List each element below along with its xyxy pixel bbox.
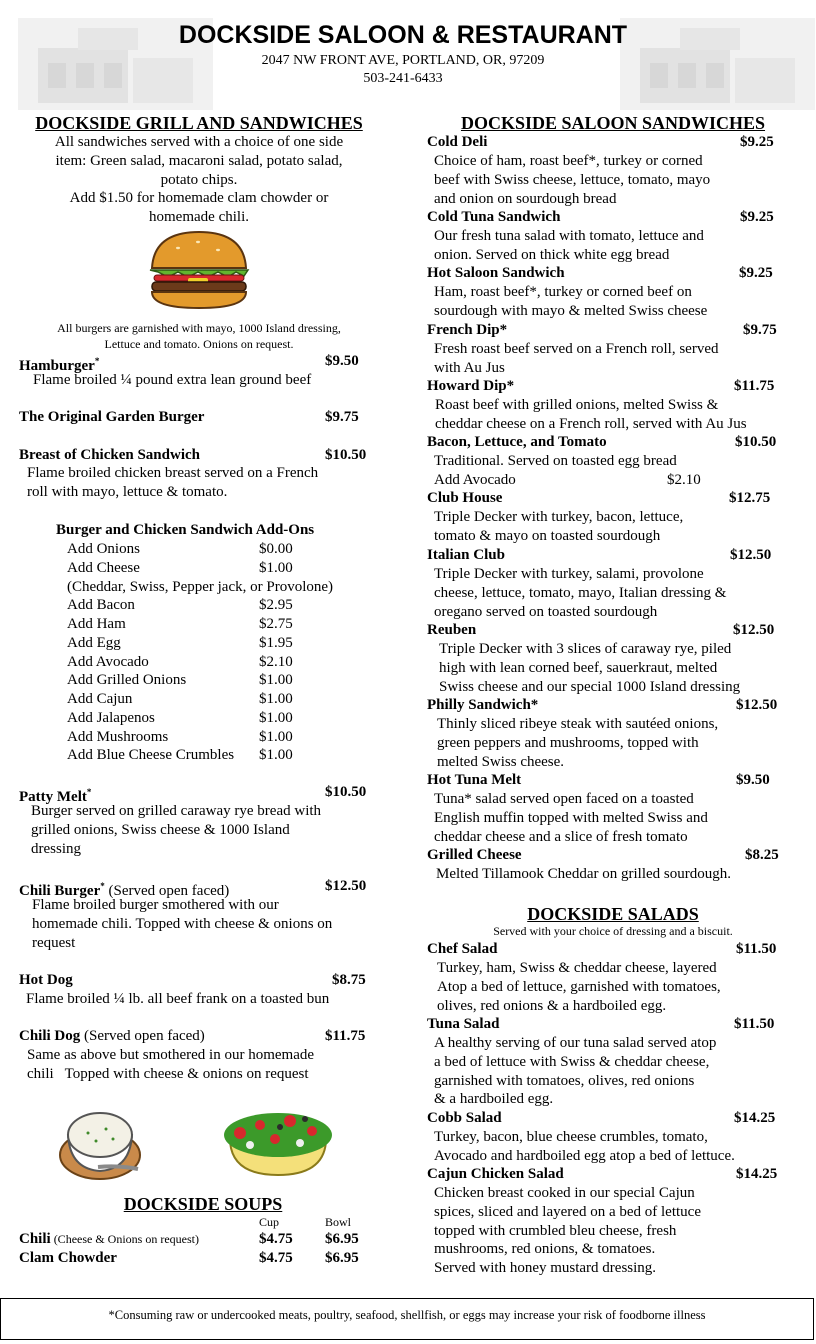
menu-item-price: $9.50 [736,772,770,788]
addon-name: Add Cheese [67,559,140,576]
addon-name: Add Ham [67,616,126,632]
addon-row [67,559,387,578]
hot-dog-name: Hot Dog [19,972,73,988]
addon-name: Add Mushrooms [67,728,169,745]
addon-name: Add Cajun [67,691,133,707]
addon-name: Add Jalapenos [67,709,155,726]
menu-item-desc-line: green peppers and mushrooms, topped with [437,734,699,751]
menu-item-name: Philly Sandwich* [427,697,539,713]
chili-burger-note: (Served open faced) [104,883,230,899]
chili-dog-note: (Served open faced) [80,1028,205,1044]
menu-item-desc-line: melted Swiss cheese. [437,753,565,770]
menu-item-price: $11.50 [734,1016,775,1032]
chili-dog-desc [27,1046,314,1084]
salad-bowl-icon [220,1105,336,1177]
hamburger-desc: Flame broiled ¼ pound extra lean ground beef [33,372,312,388]
menu-item-desc-line: Triple Decker with 3 slices of caraway rye, piled [439,641,732,657]
menu-item-price: $11.50 [736,941,777,957]
menu-item-name: Club House [427,490,503,506]
asterisk: * [100,881,105,891]
menu-item-desc-line: Thinly sliced ribeye steak with sautéed onions, [437,716,719,732]
chicken-sandwich-price: $10.50 [325,447,367,463]
soup-bowl-price: $6.95 [325,1231,359,1247]
menu-item-desc-line: Turkey, ham, Swiss & cheddar cheese, layered [437,960,717,976]
addon-row [67,578,387,597]
addon-price: $2.10 [259,653,293,670]
addon-row [67,634,387,653]
addons-heading: Burger and Chicken Sandwich Add-Ons [56,522,315,538]
desc-line: Flame broiled burger smothered with our [32,897,279,913]
restaurant-phone: 503-241-6433 [363,71,443,86]
grill-intro-line: All sandwiches served with a choice of one side [54,134,344,150]
desc-line: request [32,934,76,951]
menu-item-desc-line: Traditional. Served on toasted egg bread [434,453,677,469]
soup-bowl-icon [58,1105,144,1183]
menu-item-price: $11.75 [734,378,775,394]
menu-item-desc-line: a bed of lettuce with Swiss & cheddar cheese, [434,1053,710,1070]
menu-item-name: Cold Deli [427,134,488,150]
salads-subtitle: Served with your choice of dressing and a biscuit. [493,924,733,938]
addon-name: Add Onions [67,541,140,557]
soup-cup-price: $4.75 [259,1231,293,1247]
garden-burger-price: $9.75 [325,409,359,425]
menu-item-price: $12.50 [730,547,772,563]
addon-row [67,746,387,765]
menu-item-desc-line: tomato & mayo on toasted sourdough [434,527,661,544]
addon-row [67,671,387,690]
menu-item-desc-line: Our fresh tuna salad with tomato, lettuce and [434,228,704,244]
menu-item-name: Reuben [427,622,477,638]
menu-item-desc-line: cheddar cheese and a slice of fresh tomato [434,828,688,845]
menu-item-desc-line: English muffin topped with melted Swiss and [434,809,708,826]
addon-name: Add Blue Cheese Crumbles [67,747,235,764]
menu-item-desc-line: Choice of ham, roast beef*, turkey or corned [434,153,703,169]
menu-item-desc-line: sourdough with mayo & melted Swiss cheese [434,302,708,319]
menu-item-price: $9.25 [740,209,774,225]
menu-item-desc-line: Ham, roast beef*, turkey or corned beef on [434,284,692,300]
blt-avocado-name: Add Avocado [434,471,516,488]
soup-row [19,1230,379,1249]
menu-item-desc-line: olives, red onions & a hardboiled egg. [437,997,667,1014]
grill-intro-line: homemade chili. [149,209,249,226]
menu-item-price: $12.75 [729,490,771,506]
menu-item-desc-line: & a hardboiled egg. [434,1091,554,1108]
desc-line: dressing [31,840,81,857]
menu-item-desc-line: Atop a bed of lettuce, garnished with tomatoes, [437,978,721,995]
addon-row [67,709,387,728]
menu-item-name: Chef Salad [427,941,498,957]
menu-item-name: Tuna Salad [427,1016,500,1032]
restaurant-title: DOCKSIDE SALOON & RESTAURANT [178,21,628,49]
menu-item-desc-line: oregano served on toasted sourdough [434,603,658,620]
garnish-line: Lettuce and tomato. Onions on request. [104,337,294,351]
footer-disclaimer: *Consuming raw or undercooked meats, poultry, seafood, shellfish, or eggs may increase your risk of foodborne illness [108,1308,706,1322]
menu-item-name: Italian Club [427,547,505,563]
restaurant-address: 2047 NW FRONT AVE, PORTLAND, OR, 97209 [261,53,545,68]
addon-price: $1.00 [259,559,293,576]
addon-name: Add Avocado [67,653,149,670]
hamburger-icon [148,230,250,310]
addon-price: $1.00 [259,691,293,707]
footer-disclaimer-box [0,1298,814,1340]
chili-burger-desc [32,896,332,952]
addon-row [67,690,387,709]
desc-line: homemade chili. Topped with cheese & onions on [32,915,333,932]
chili-dog-name: Chili Dog [19,1028,81,1044]
desc-line: Burger served on grilled caraway rye bread with [31,803,322,819]
salads-heading: DOCKSIDE SALADS [527,904,699,924]
grill-intro-line: item: Green salad, macaroni salad, potato salad, [55,152,343,169]
hot-dog-desc: Flame broiled ¼ lb. all beef frank on a toasted bun [26,991,330,1007]
menu-item-price: $9.75 [743,322,777,338]
patty-melt-price: $10.50 [325,784,367,800]
addon-row [67,728,387,747]
soup-row [19,1249,379,1268]
desc-line: roll with mayo, lettuce & tomato. [27,483,228,500]
menu-item-desc-line: high with lean corned beef, sauerkraut, melted [439,659,718,676]
addon-row [67,615,387,634]
soup-bowl-price: $6.95 [325,1250,359,1266]
addon-name: Add Bacon [67,597,135,614]
menu-item-desc-line: Fresh roast beef served on a French roll, served [434,341,719,357]
saloon-heading: DOCKSIDE SALOON SANDWICHES [460,113,766,133]
soups-heading: DOCKSIDE SOUPS [123,1194,283,1214]
menu-item-desc-line: topped with crumbled bleu cheese, fresh [434,1222,677,1239]
soup-name: Clam Chowder [19,1250,117,1266]
garden-burger-name: The Original Garden Burger [19,409,205,425]
addon-row [67,653,387,672]
menu-item-desc-line: Roast beef with grilled onions, melted Swiss & [435,397,719,413]
menu-item-name: Cajun Chicken Salad [427,1166,564,1182]
addon-name: Add Grilled Onions [67,672,187,689]
soup-note: (Cheese & Onions on request) [50,1232,199,1246]
menu-item-name: French Dip* [427,322,508,338]
menu-item-desc-line: A healthy serving of our tuna salad served atop [434,1035,717,1051]
menu-item-desc-line: Melted Tillamook Cheddar on grilled sourdough. [436,866,731,882]
menu-item-desc-line: beef with Swiss cheese, lettuce, tomato, mayo [434,171,711,188]
asterisk: * [94,356,100,366]
menu-item-price: $14.25 [736,1166,778,1182]
addon-price: $1.00 [259,672,293,689]
menu-item-desc-line: onion. Served on thick white egg bread [434,246,670,263]
chicken-sandwich-name: Breast of Chicken Sandwich [19,447,200,463]
addon-price: $1.00 [259,747,293,764]
menu-item-name: Grilled Cheese [427,847,522,863]
chili-burger-price: $12.50 [325,878,367,894]
menu-item-desc-line: mushrooms, red onions, & tomatoes. [434,1241,656,1258]
chili-dog-title [19,1027,205,1046]
chili-dog-price: $11.75 [325,1028,366,1044]
addon-price: $1.00 [259,709,293,726]
menu-item-price: $10.50 [735,434,777,450]
menu-item-desc-line: Chicken breast cooked in our special Cajun [434,1185,695,1201]
addon-row [67,540,387,559]
hamburger-price: $9.50 [325,353,359,369]
grill-intro-line: potato chips. [160,171,238,188]
menu-item-desc-line: Turkey, bacon, blue cheese crumbles, tomato, [434,1129,708,1145]
menu-item-name: Cold Tuna Sandwich [427,209,561,225]
desc-line: Same as above but smothered in our homemade [27,1047,315,1063]
blt-avocado-price: $2.10 [667,471,701,488]
menu-item-desc-line: Triple Decker with turkey, salami, provolone [434,566,704,582]
patty-melt-desc [31,802,321,858]
addon-name: (Cheddar, Swiss, Pepper jack, or Provolone) [67,578,334,595]
menu-item-name: Bacon, Lettuce, and Tomato [427,434,607,450]
hot-dog-price: $8.75 [332,972,366,988]
menu-item-price: $12.50 [736,697,778,713]
menu-item-desc-line: with Au Jus [434,359,505,376]
menu-item-name: Hot Tuna Melt [427,772,522,788]
menu-item-desc-line: Avocado and hardboiled egg atop a bed of lettuce. [434,1147,735,1164]
menu-item-desc-line: Swiss cheese and our special 1000 Island dressing [439,678,741,695]
menu-item-desc-line: Triple Decker with turkey, bacon, lettuce, [434,509,684,525]
hamburger-name: Hamburger [19,358,95,374]
addon-price: $2.95 [259,597,293,614]
menu-item-desc-line: cheddar cheese on a French roll, served with Au Jus [435,415,747,432]
desc-line: grilled onions, Swiss cheese & 1000 Island [31,821,290,838]
menu-item-price: $12.50 [733,622,775,638]
menu-item-desc-line: Tuna* salad served open faced on a toasted [434,791,694,807]
menu-item-name: Hot Saloon Sandwich [427,265,565,281]
grill-intro [0,133,398,227]
menu-item-desc-line: spices, sliced and layered on a bed of lettuce [434,1203,701,1220]
soups-bowl-header: Bowl [325,1215,352,1229]
menu-item-desc-line: and onion on sourdough bread [434,190,617,207]
menu-item-price: $9.25 [739,265,773,281]
garnish-line: All burgers are garnished with mayo, 1000 Island dressing, [57,321,341,335]
patty-melt-name: Patty Melt [19,789,87,805]
menu-item-desc-line: cheese, lettuce, tomato, mayo, Italian dressing & [434,584,727,601]
desc-line: Flame broiled chicken breast served on a French [27,465,319,481]
menu-item-name: Howard Dip* [427,378,515,394]
addon-price: $1.95 [259,634,293,651]
asterisk: * [86,787,92,797]
soup-name: Chili [19,1231,51,1247]
grill-intro-line: Add $1.50 for homemade clam chowder or [69,190,329,207]
chicken-sandwich-desc [27,464,318,502]
chili-burger-name: Chili Burger [19,883,101,899]
soups-cup-header: Cup [259,1215,280,1229]
soup-cup-price: $4.75 [259,1250,293,1266]
addon-price: $2.75 [259,616,293,632]
grill-heading: DOCKSIDE GRILL AND SANDWICHES [35,113,363,133]
addon-price: $1.00 [259,728,293,745]
menu-item-price: $9.25 [740,134,774,150]
desc-line: chili Topped with cheese & onions on request [27,1065,309,1082]
addon-name: Add Egg [67,634,121,651]
menu-item-price: $8.25 [745,847,779,863]
menu-item-price: $14.25 [734,1110,776,1126]
addon-price: $0.00 [259,541,293,557]
menu-item-desc-line: Served with honey mustard dressing. [434,1260,657,1277]
burger-garnish-note [0,320,398,352]
menu-item-name: Cobb Salad [427,1110,502,1126]
addon-row [67,596,387,615]
menu-item-desc-line: garnished with tomatoes, olives, red onions [434,1072,695,1089]
